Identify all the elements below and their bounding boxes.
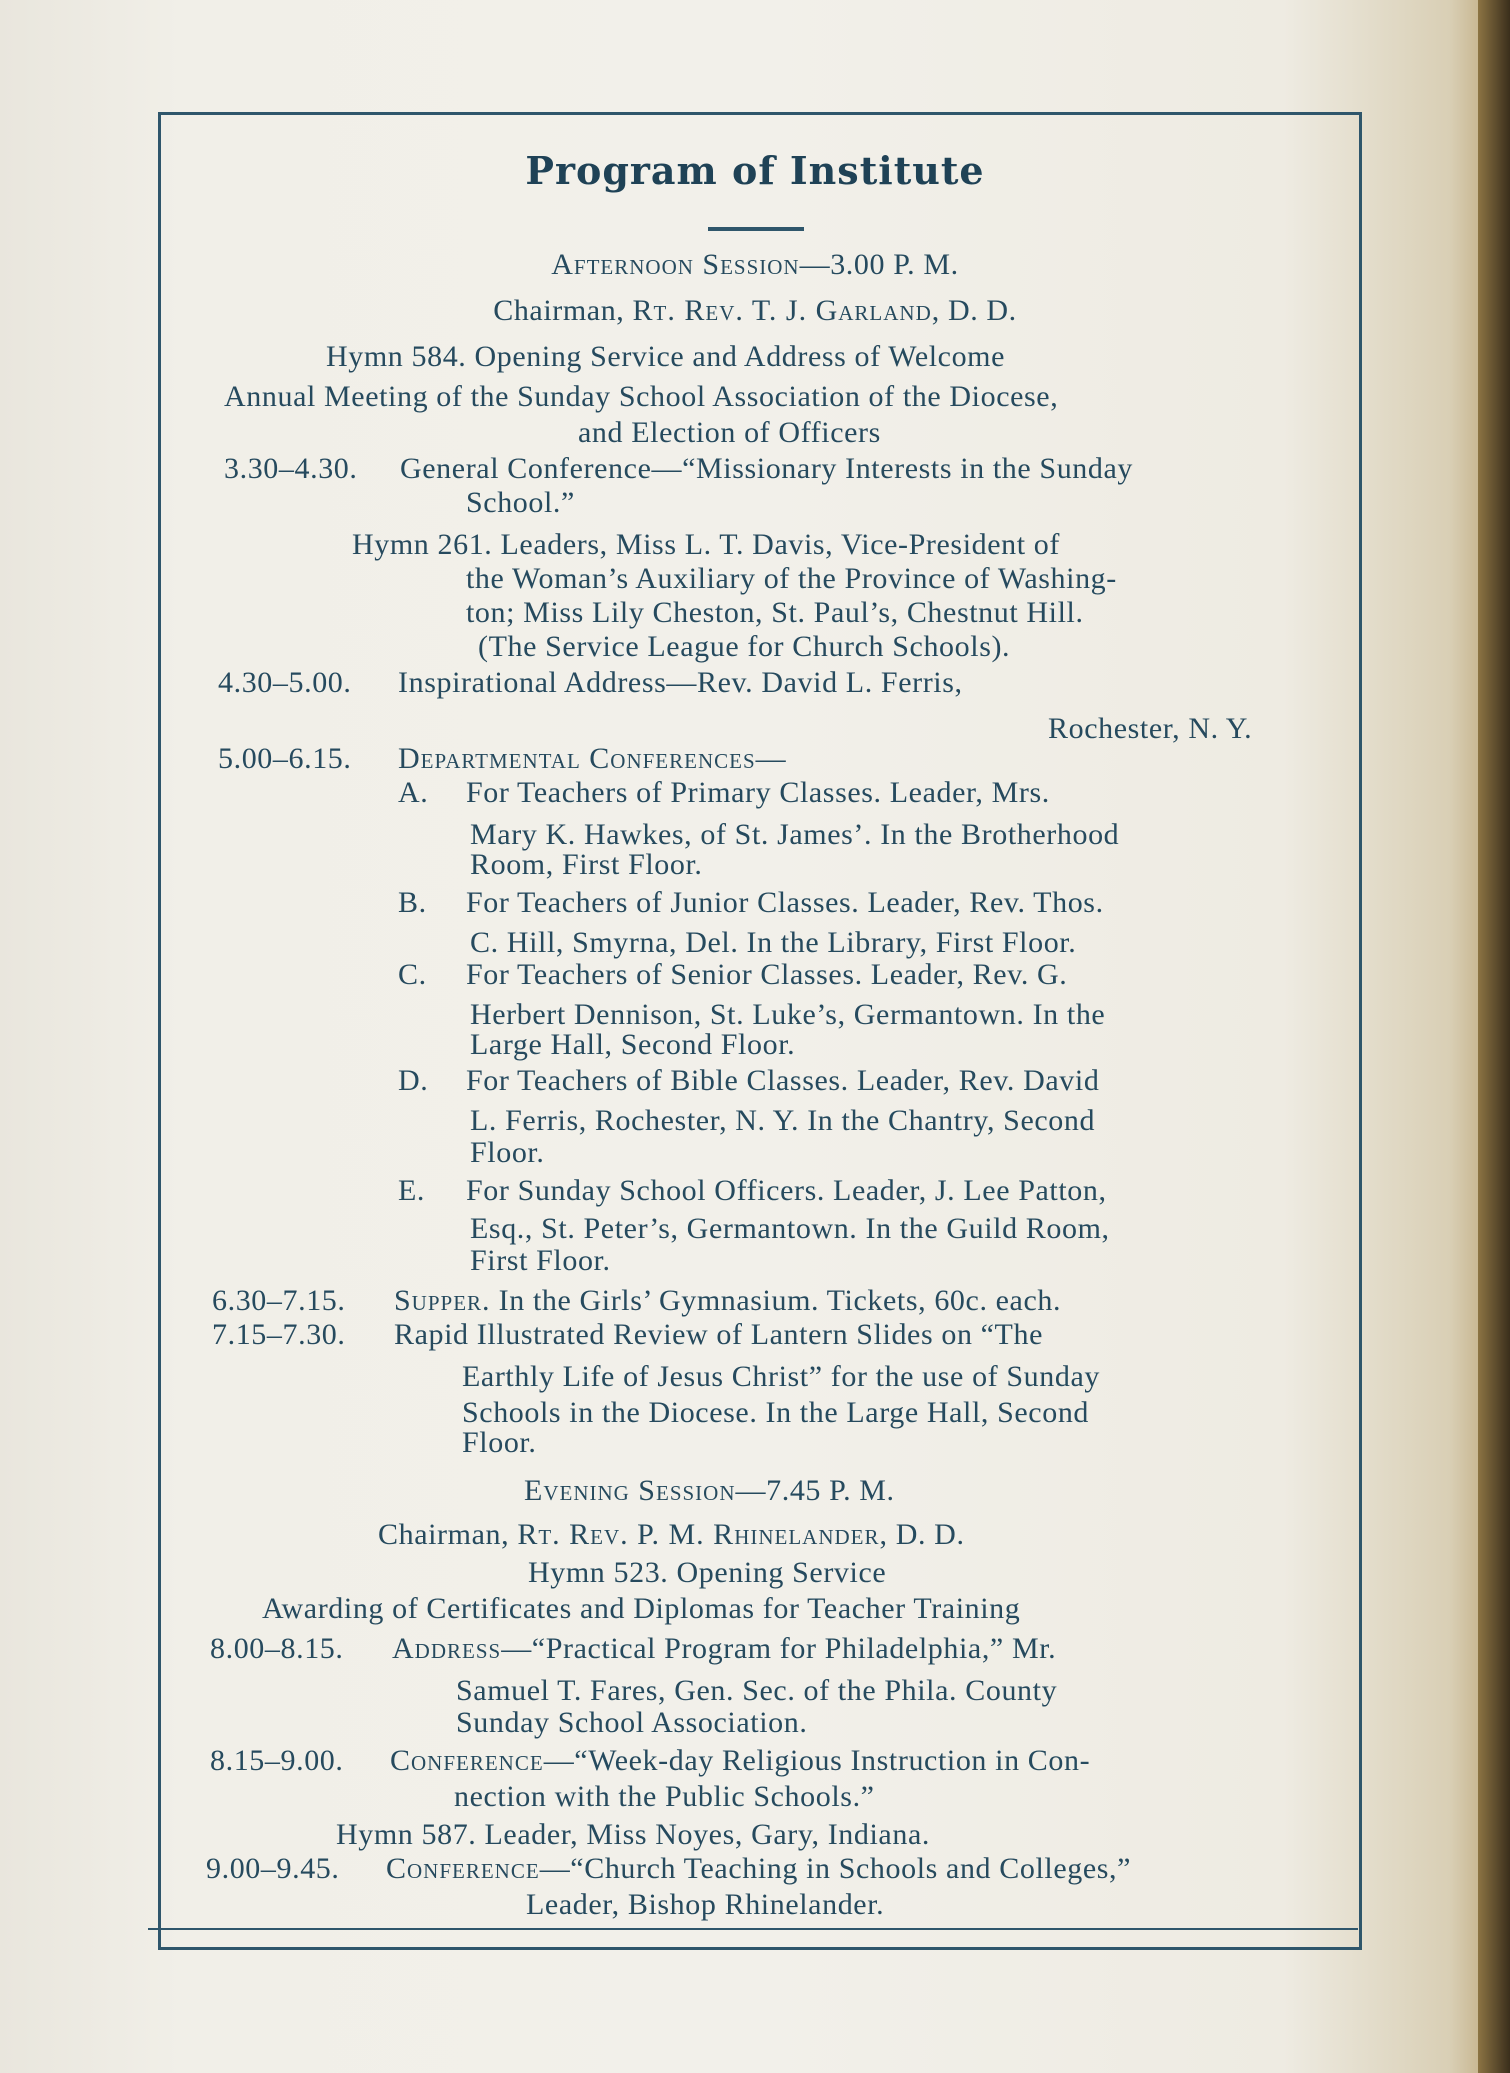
- general-conference-line-1: General Conference—“Missionary Interests in the Sunday: [400, 452, 1134, 485]
- general-conference-line-6: (The Service League for Church Schools).: [478, 630, 1011, 663]
- conference-1-line-3: Hymn 587. Leader, Miss Noyes, Gary, Indiana.: [336, 1818, 930, 1851]
- general-conference-line-3: Hymn 261. Leaders, Miss L. T. Davis, Vice-President of: [352, 528, 1060, 561]
- time-7-15: 7.15–7.30.: [212, 1318, 346, 1351]
- awarding-line: Awarding of Certificates and Diplomas for Teacher Training: [262, 1592, 1021, 1625]
- general-conference-line-2: School.”: [466, 486, 575, 519]
- dept-a-line-2: Mary K. Hawkes, of St. James’. In the Brotherhood: [470, 818, 1120, 851]
- dept-b-line-1: For Teachers of Junior Classes. Leader, Rev. Thos.: [466, 886, 1104, 919]
- dept-a-letter: A.: [398, 776, 429, 809]
- general-conference-line-5: ton; Miss Lily Cheston, St. Paul’s, Chestnut Hill.: [466, 596, 1084, 629]
- dept-d-line-2: L. Ferris, Rochester, N. Y. In the Chantry, Second: [470, 1104, 1096, 1137]
- evening-session-heading: Evening Session—7.45 P. M.: [524, 1474, 895, 1507]
- dept-c-line-3: Large Hall, Second Floor.: [470, 1028, 796, 1061]
- dept-c-letter: C.: [398, 958, 427, 991]
- address-line-1: Address—“Practical Program for Philadelphia,” Mr.: [392, 1632, 1057, 1665]
- dept-b-line-2: C. Hill, Smyrna, Del. In the Library, First Floor.: [470, 926, 1077, 959]
- supper-line: Supper. In the Girls’ Gymnasium. Tickets, 60c. each.: [394, 1284, 1062, 1317]
- dept-a-line-3: Room, First Floor.: [470, 848, 703, 881]
- dept-e-line-3: First Floor.: [470, 1244, 611, 1277]
- address-line-3: Sunday School Association.: [456, 1706, 808, 1739]
- dept-d-line-3: Floor.: [470, 1136, 545, 1169]
- dept-a-line-1: For Teachers of Primary Classes. Leader, Mrs.: [466, 776, 1050, 809]
- time-5-00: 5.00–6.15.: [218, 742, 352, 775]
- dept-d-letter: D.: [398, 1064, 429, 1097]
- afternoon-chairman: Chairman, Rt. Rev. T. J. Garland, D. D.: [493, 294, 1017, 327]
- afternoon-session-heading: Afternoon Session—3.00 P. M.: [551, 248, 959, 281]
- time-4-30: 4.30–5.00.: [218, 666, 352, 699]
- dept-e-line-1: For Sunday School Officers. Leader, J. Lee Patton,: [466, 1174, 1107, 1207]
- inspirational-address-line-2: Rochester, N. Y.: [1048, 712, 1253, 745]
- time-8-00: 8.00–8.15.: [210, 1632, 344, 1665]
- general-conference-line-4: the Woman’s Auxiliary of the Province of Washing-: [466, 562, 1117, 595]
- dept-e-letter: E.: [398, 1174, 426, 1207]
- conference-1-line-2: nection with the Public Schools.”: [454, 1780, 875, 1813]
- dept-d-line-1: For Teachers of Bible Classes. Leader, Rev. David: [466, 1064, 1100, 1097]
- time-6-30: 6.30–7.15.: [212, 1284, 346, 1317]
- conference-1-line-1: Conference—“Week-day Religious Instruction in Con-: [390, 1744, 1091, 1777]
- time-9-00: 9.00–9.45.: [206, 1852, 340, 1885]
- address-line-2: Samuel T. Fares, Gen. Sec. of the Phila. County: [456, 1674, 1058, 1707]
- departmental-conferences-heading: Departmental Conferences—: [398, 742, 787, 775]
- page-title: Program of Institute: [525, 148, 985, 193]
- dept-e-line-2: Esq., St. Peter’s, Germantown. In the Guild Room,: [470, 1212, 1110, 1245]
- annual-meeting-line-1: Annual Meeting of the Sunday School Association of the Diocese,: [224, 380, 1059, 413]
- bottom-rule: [148, 1928, 1358, 1930]
- title-rule: [708, 227, 804, 231]
- review-line-2: Earthly Life of Jesus Christ” for the use of Sunday: [462, 1360, 1100, 1393]
- review-line-3: Schools in the Diocese. In the Large Hall, Second: [462, 1396, 1090, 1429]
- inspirational-address-line-1: Inspirational Address—Rev. David L. Ferris,: [398, 666, 963, 699]
- time-3-30: 3.30–4.30.: [224, 452, 358, 485]
- afternoon-opening: Hymn 584. Opening Service and Address of Welcome: [326, 340, 1006, 373]
- dept-c-line-2: Herbert Dennison, St. Luke’s, Germantown. In the: [470, 998, 1106, 1031]
- conference-2-line-1: Conference—“Church Teaching in Schools and Colleges,”: [386, 1852, 1132, 1885]
- annual-meeting-line-2: and Election of Officers: [578, 416, 881, 449]
- dept-c-line-1: For Teachers of Senior Classes. Leader, Rev. G.: [466, 958, 1068, 991]
- dept-b-letter: B.: [398, 886, 427, 919]
- time-8-15: 8.15–9.00.: [210, 1744, 344, 1777]
- conference-2-line-2: Leader, Bishop Rhinelander.: [526, 1888, 885, 1921]
- evening-chairman: Chairman, Rt. Rev. P. M. Rhinelander, D. D.: [378, 1518, 965, 1551]
- review-line-1: Rapid Illustrated Review of Lantern Slides on “The: [394, 1318, 1043, 1351]
- review-line-4: Floor.: [462, 1426, 537, 1459]
- evening-opening: Hymn 523. Opening Service: [528, 1556, 887, 1589]
